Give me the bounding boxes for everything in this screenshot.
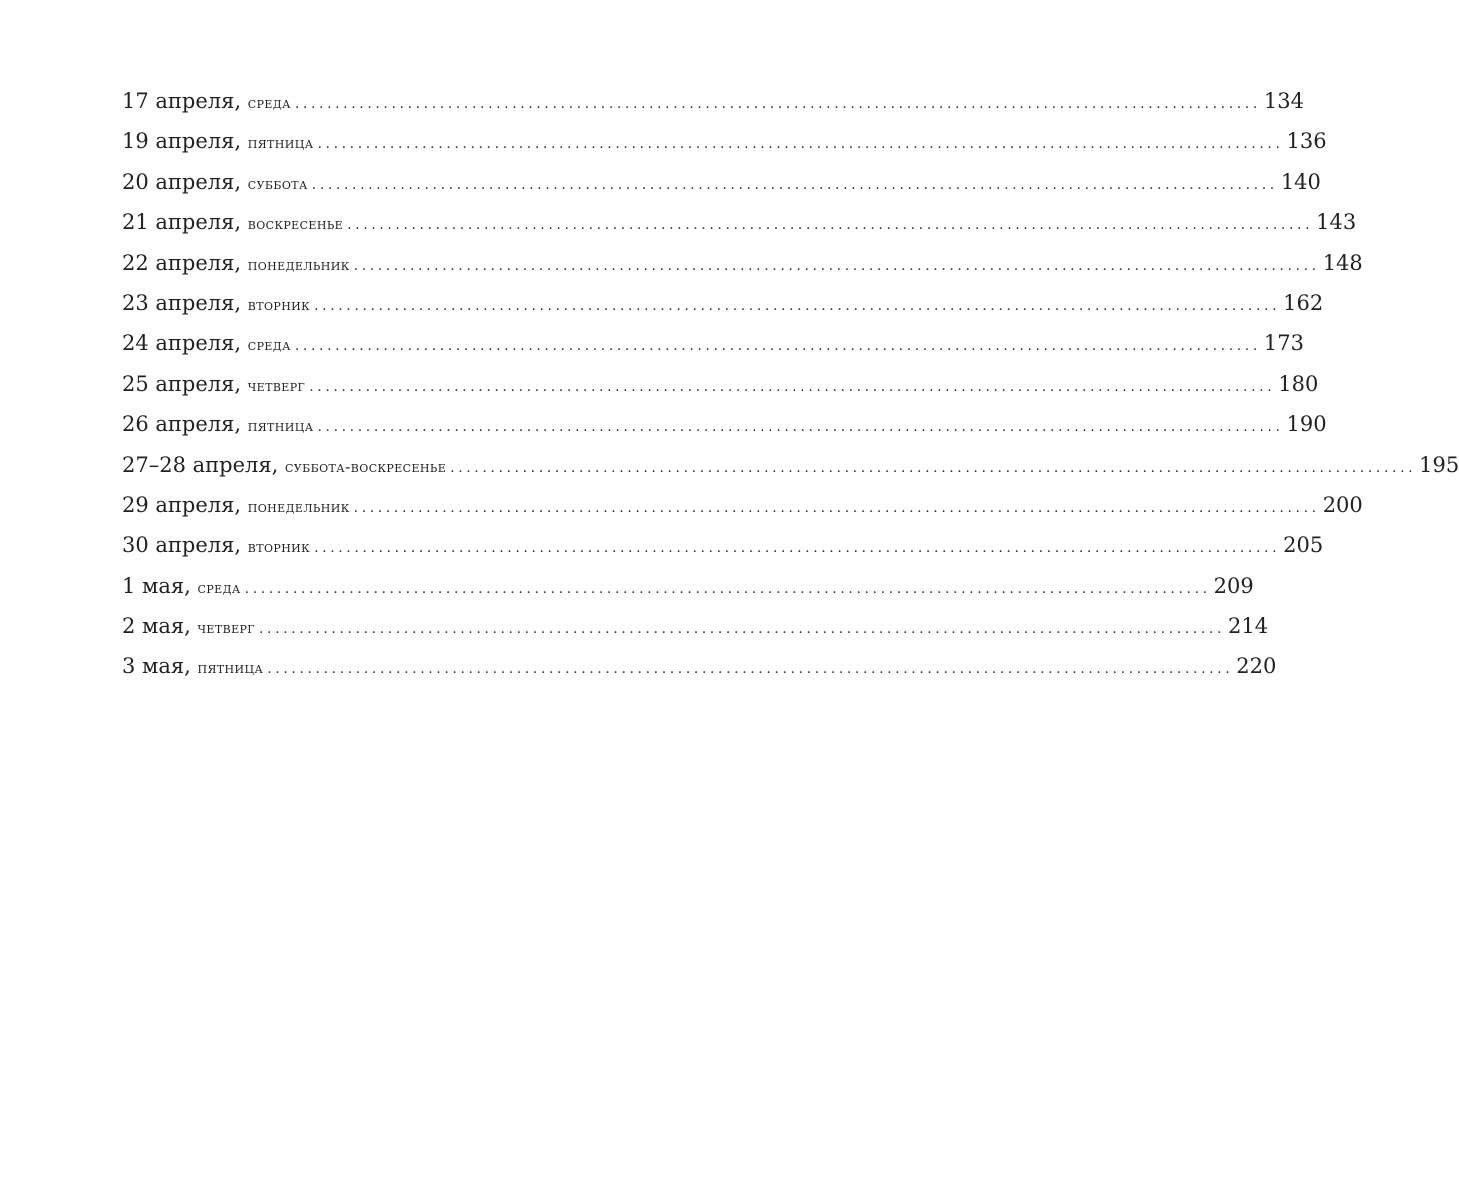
entry-date: 22 апреля, bbox=[122, 250, 242, 275]
entry-page-number: 214 bbox=[1228, 614, 1269, 639]
entry-page-number: 200 bbox=[1322, 492, 1363, 517]
entry-day: суббота-воскресенье bbox=[284, 456, 447, 476]
entry-page-number: 140 bbox=[1280, 169, 1321, 194]
dot-leader: ........................................................................................................................ bbox=[353, 257, 1320, 274]
entry-day: среда bbox=[247, 93, 291, 112]
dot-leader: ........................................................................................................................ bbox=[244, 580, 1211, 597]
entry-date: 21 апреля, bbox=[122, 210, 242, 235]
dot-leader: ........................................................................................................................ bbox=[450, 459, 1417, 476]
entry-day: понедельник bbox=[247, 496, 350, 516]
entry-page-number: 162 bbox=[1283, 290, 1324, 315]
dot-leader: ........................................................................................................................ bbox=[347, 217, 1314, 234]
toc-entry bbox=[122, 452, 1459, 493]
toc-entry bbox=[122, 169, 1321, 210]
dot-leader: ........................................................................................................................ bbox=[311, 176, 1278, 193]
entry-page-number: 180 bbox=[1278, 371, 1319, 396]
entry-page-number: 134 bbox=[1263, 89, 1304, 113]
toc-entry bbox=[122, 129, 1327, 169]
entry-page-number: 173 bbox=[1263, 331, 1304, 356]
entry-day: вторник bbox=[247, 537, 311, 557]
entry-page-number: 209 bbox=[1213, 573, 1254, 598]
toc-entry bbox=[122, 492, 1363, 533]
entry-date: 19 апреля, bbox=[122, 129, 242, 154]
dot-leader: ........................................................................................................................ bbox=[267, 661, 1234, 678]
entry-day: среда bbox=[247, 335, 291, 355]
entry-page-number: 205 bbox=[1283, 533, 1324, 558]
entry-page-number: 195 bbox=[1419, 452, 1459, 477]
toc-entry bbox=[122, 371, 1319, 412]
toc-entry bbox=[122, 533, 1324, 573]
toc-entry bbox=[122, 654, 1277, 694]
toc-entry bbox=[122, 210, 1357, 250]
entry-page-number: 190 bbox=[1286, 412, 1327, 437]
entry-day: воскресенье bbox=[247, 214, 344, 234]
entry-date: 26 апреля, bbox=[122, 412, 242, 437]
entry-day: вторник bbox=[247, 294, 311, 314]
entry-date: 20 апреля, bbox=[122, 169, 242, 194]
entry-day: пятница bbox=[247, 133, 314, 153]
dot-leader: ........................................................................................................................ bbox=[317, 136, 1284, 153]
dot-leader: ........................................................................................................................ bbox=[294, 338, 1261, 355]
entry-date: 3 мая, bbox=[122, 654, 191, 679]
dot-leader: ........................................................................................................................ bbox=[314, 297, 1281, 314]
entry-day: пятница bbox=[247, 416, 314, 436]
entry-date: 23 апреля, bbox=[122, 290, 242, 315]
toc-entry bbox=[122, 290, 1324, 331]
entry-day: четверг bbox=[197, 618, 255, 638]
entry-date: 2 мая, bbox=[122, 614, 191, 639]
table-of-contents bbox=[122, 89, 1459, 695]
toc-entry bbox=[122, 412, 1327, 452]
entry-date: 29 апреля, bbox=[122, 492, 242, 517]
entry-day: суббота bbox=[247, 173, 308, 193]
entry-date: 17 апреля, bbox=[122, 89, 242, 113]
entry-day: среда bbox=[197, 577, 241, 597]
toc-entry bbox=[122, 331, 1304, 371]
entry-day: четверг bbox=[247, 375, 306, 395]
toc-entry bbox=[122, 250, 1363, 291]
dot-leader: ........................................................................................................................ bbox=[314, 540, 1281, 557]
entry-date: 30 апреля, bbox=[122, 533, 242, 558]
entry-day: пятница bbox=[197, 658, 264, 678]
entry-date: 25 апреля, bbox=[122, 371, 242, 396]
dot-leader: ........................................................................................................................ bbox=[294, 96, 1261, 112]
entry-page-number: 143 bbox=[1316, 210, 1357, 235]
entry-page-number: 148 bbox=[1322, 250, 1363, 275]
toc-entry bbox=[122, 614, 1269, 654]
entry-date: 24 апреля, bbox=[122, 331, 242, 356]
entry-day: понедельник bbox=[247, 254, 350, 274]
entry-date: 27–28 апреля, bbox=[122, 452, 279, 477]
toc-entry bbox=[122, 573, 1254, 614]
dot-leader: ........................................................................................................................ bbox=[353, 499, 1320, 516]
dot-leader: ........................................................................................................................ bbox=[258, 621, 1226, 638]
entry-page-number: 136 bbox=[1286, 129, 1327, 154]
dot-leader: ........................................................................................................................ bbox=[317, 419, 1284, 436]
entry-page-number: 220 bbox=[1236, 654, 1277, 679]
entry-date: 1 мая, bbox=[122, 573, 191, 598]
toc-entry bbox=[122, 89, 1304, 129]
dot-leader: ........................................................................................................................ bbox=[309, 378, 1276, 395]
